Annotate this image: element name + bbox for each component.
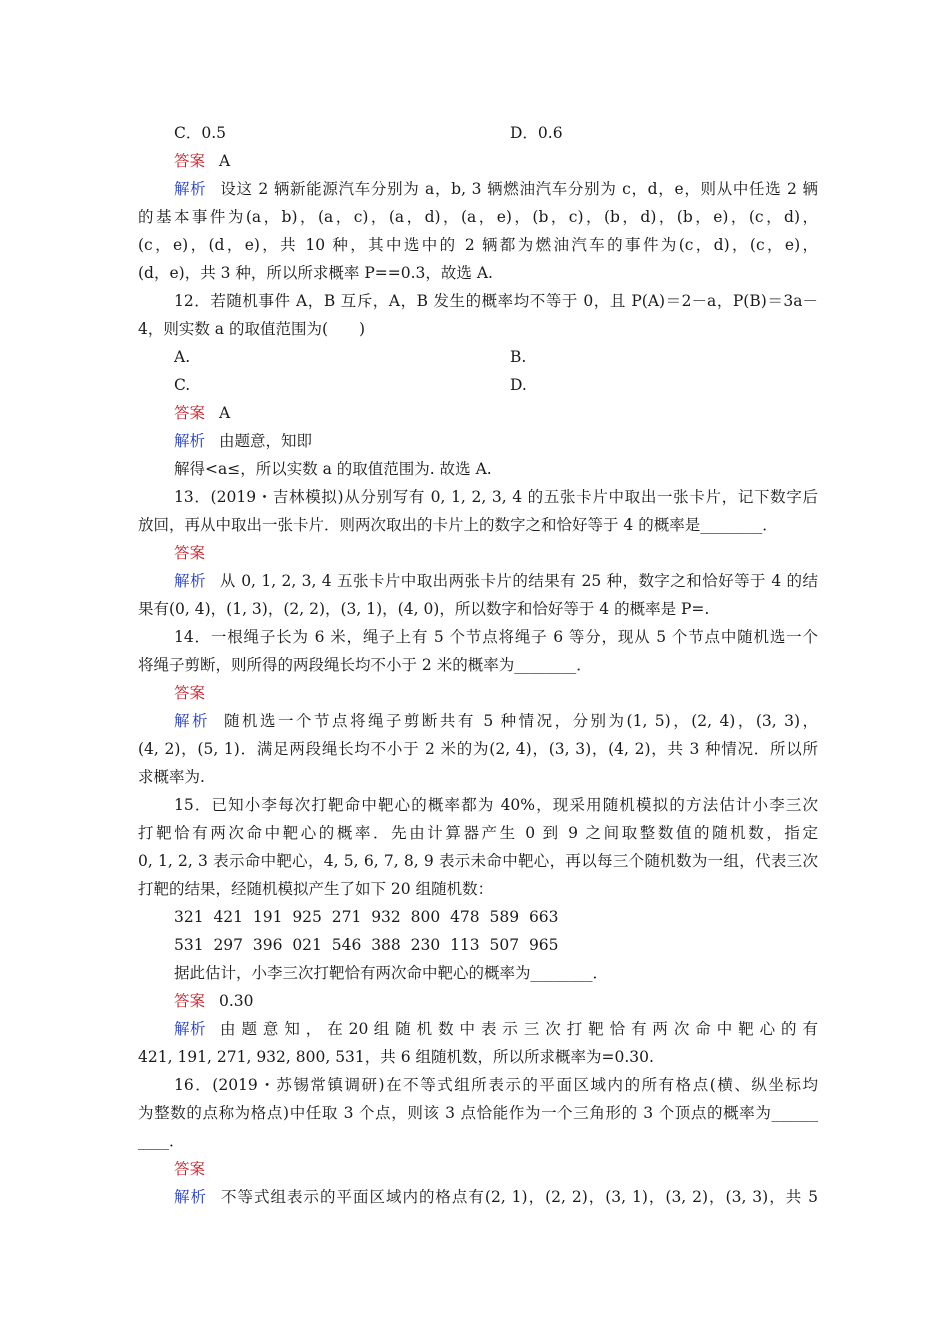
option-row bbox=[174, 371, 818, 399]
answer-text: A bbox=[219, 404, 231, 422]
analysis-line bbox=[174, 427, 818, 455]
text-line: (d，e)，共 3 种，所以所求概率 P==0.3，故选 A. bbox=[138, 264, 493, 282]
answer-text: A bbox=[219, 152, 231, 170]
analysis-text: 从 0, 1, 2, 3, 4 五张卡片中取出两张卡片的结果有 25 种，数字之和恰好等于 4 的结 bbox=[219, 572, 818, 590]
answer-label: 答案 bbox=[174, 404, 206, 422]
option-d: D. bbox=[510, 376, 527, 394]
analysis-line bbox=[174, 175, 818, 203]
option-row bbox=[174, 119, 818, 147]
text-line: 打靶的结果，经随机模拟产生了如下 20 组随机数： bbox=[138, 880, 494, 898]
text-line: 果有(0, 4)，(1, 3)，(2, 2)，(3, 1)，(4, 0)，所以数字和恰好等于 4 的概率是 P=. bbox=[138, 600, 710, 618]
analysis-text: 由题意，知即 bbox=[219, 432, 313, 450]
analysis-label: 解析 bbox=[174, 712, 210, 730]
option-b: B. bbox=[510, 348, 527, 366]
text-line: 打靶恰有两次命中靶心的概率．先由计算器产生 0 到 9 之间取整数值的随机数，指定 bbox=[138, 824, 818, 842]
analysis-label: 解析 bbox=[174, 572, 206, 590]
answer-label: 答案 bbox=[174, 992, 206, 1010]
text-line: 0, 1, 2, 3 表示命中靶心，4, 5, 6, 7, 8, 9 表示未命中靶心，再以每三个随机数为一组，代表三次 bbox=[138, 852, 818, 870]
answer-line bbox=[174, 679, 818, 707]
answer-label: 答案 bbox=[174, 152, 206, 170]
text-line: 为整数的点称为格点)中任取 3 个点，则该 3 点恰能作为一个三角形的 3 个顶点的概率为______ bbox=[138, 1104, 818, 1122]
option-row bbox=[174, 343, 818, 371]
question-16: 16．(2019・苏锡常镇调研)在不等式组所表示的平面区域内的所有格点(横、纵坐标均 bbox=[174, 1076, 818, 1094]
option-d: D．0.6 bbox=[510, 124, 563, 142]
analysis-text: 由 题 意 知 ， 在 20 组 随 机 数 中 表 示 三 次 打 靶 恰 有 两 次 命 中 靶 心 的 有 bbox=[220, 1020, 818, 1038]
analysis-text: 设这 2 辆新能源汽车分别为 a，b, 3 辆燃油汽车分别为 c，d，e，则从中任选 2 辆 bbox=[220, 180, 818, 198]
analysis-label: 解析 bbox=[174, 432, 206, 450]
option-c: C．0.5 bbox=[174, 124, 227, 142]
analysis-line bbox=[174, 707, 818, 735]
text-line: (c，e)，(d，e)，共 10 种，其中选中的 2 辆都为燃油汽车的事件为(c，d)，(c，e)， bbox=[138, 236, 818, 254]
question-13: 13．(2019・吉林模拟)从分别写有 0, 1, 2, 3, 4 的五张卡片中取出一张卡片，记下数字后 bbox=[174, 488, 818, 506]
text-line: 放回，再从中取出一张卡片．则两次取出的卡片上的数字之和恰好等于 4 的概率是________． bbox=[138, 516, 778, 534]
text-line: ____． bbox=[138, 1132, 185, 1150]
text-line: 421, 191, 271, 932, 800, 531，共 6 组随机数，所以所求概率为=0.30. bbox=[138, 1048, 654, 1066]
answer-text: 0.30 bbox=[219, 992, 254, 1010]
question-14: 14．一根绳子长为 6 米，绳子上有 5 个节点将绳子 6 等分，现从 5 个节点中随机选一个 bbox=[174, 628, 818, 646]
analysis-text: 随机选一个节点将绳子剪断共有 5 种情况，分别为(1, 5)，(2, 4)，(3, 3)， bbox=[224, 712, 818, 730]
answer-label: 答案 bbox=[174, 544, 206, 562]
text-line: (4, 2)，(5, 1)．满足两段绳长均不小于 2 米的为(2, 4)，(3, 3)，(4, 2)，共 3 种情况．所以所 bbox=[138, 740, 818, 758]
question-15: 15．已知小李每次打靶命中靶心的概率都为 40%，现采用随机模拟的方法估计小李三次 bbox=[174, 796, 818, 814]
text-line: 求概率为. bbox=[138, 768, 205, 786]
question-12: 12．若随机事件 A，B 互斥，A，B 发生的概率均不等于 0，且 P(A)＝2－a，P(B)＝3a－ bbox=[174, 292, 818, 310]
text-line: 4，则实数 a 的取值范围为( ) bbox=[138, 320, 366, 338]
answer-line bbox=[174, 1155, 818, 1183]
analysis-line bbox=[174, 1015, 818, 1043]
text-line: 的基本事件为(a，b)，(a，c)，(a，d)，(a，e)，(b，c)，(b，d)，(b，e)，(c，d)， bbox=[138, 208, 818, 226]
analysis-line bbox=[174, 1183, 818, 1211]
answer-line bbox=[174, 987, 818, 1015]
text-line: 解得<a≤，所以实数 a 的取值范围为. 故选 A. bbox=[174, 460, 492, 478]
answer-label: 答案 bbox=[174, 684, 206, 702]
answer-label: 答案 bbox=[174, 1160, 206, 1178]
text-line: 将绳子剪断，则所得的两段绳长均不小于 2 米的概率为________． bbox=[138, 656, 592, 674]
analysis-label: 解析 bbox=[174, 180, 207, 198]
option-a: A. bbox=[174, 348, 191, 366]
option-c: C. bbox=[174, 376, 191, 394]
random-numbers-row-1: 321 421 191 925 271 932 800 478 589 663 bbox=[174, 908, 559, 926]
random-numbers-row-2: 531 297 396 021 546 388 230 113 507 965 bbox=[174, 936, 559, 954]
answer-line bbox=[174, 399, 818, 427]
analysis-line bbox=[174, 567, 818, 595]
answer-line bbox=[174, 539, 818, 567]
text-line: 据此估计，小李三次打靶恰有两次命中靶心的概率为________． bbox=[174, 964, 609, 982]
analysis-text: 不等式组表示的平面区域内的格点有(2, 1)，(2, 2)，(3, 1)，(3, 2)，(3, 3)，共 5 bbox=[221, 1188, 818, 1206]
analysis-label: 解析 bbox=[174, 1188, 207, 1206]
answer-line bbox=[174, 147, 818, 175]
analysis-label: 解析 bbox=[174, 1020, 207, 1038]
